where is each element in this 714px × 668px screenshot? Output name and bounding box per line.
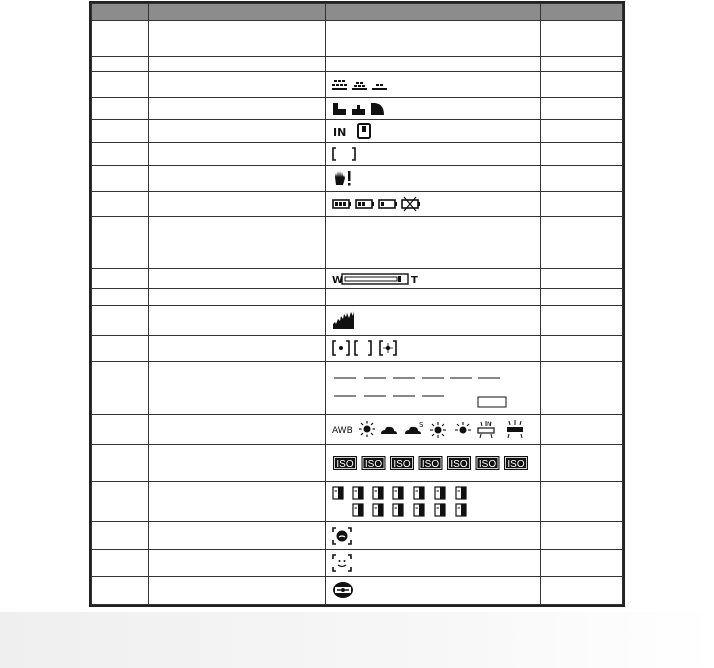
table-row bbox=[92, 289, 623, 306]
table-row bbox=[92, 445, 623, 482]
table-row bbox=[92, 98, 623, 120]
table-row bbox=[92, 142, 623, 165]
table-row bbox=[92, 306, 623, 335]
awb-label: AWB bbox=[332, 426, 353, 437]
storage-internal-label: IN bbox=[333, 126, 347, 140]
iso-badge-label: ISO bbox=[507, 459, 525, 471]
header-cell-4 bbox=[541, 4, 623, 21]
table-row bbox=[92, 57, 623, 72]
zoom-indicator-icon bbox=[332, 272, 422, 286]
table-row bbox=[92, 576, 623, 604]
table-row bbox=[92, 482, 623, 522]
table-row bbox=[92, 522, 623, 549]
ev-step-icon bbox=[456, 504, 466, 516]
histogram-icon bbox=[332, 310, 362, 330]
placeholder-line-icons bbox=[332, 368, 541, 408]
storage-memory-icons bbox=[332, 123, 392, 139]
anti-shake-icon bbox=[332, 581, 358, 599]
ev-step-icon bbox=[393, 487, 403, 499]
iso-icons bbox=[326, 445, 541, 482]
ev-step-icon bbox=[414, 487, 424, 499]
table-row bbox=[92, 361, 623, 414]
iso-badge-label: ISO bbox=[450, 459, 468, 471]
zoom-tele-label: T bbox=[411, 274, 418, 286]
exposure-compensation-icons bbox=[332, 485, 472, 519]
iso-badge-label: ISO bbox=[393, 459, 411, 471]
image-quality-icons bbox=[332, 78, 422, 92]
ev-step-icon bbox=[373, 504, 383, 516]
ev-step-icon bbox=[353, 504, 363, 516]
wb-fluor-n-label: N bbox=[487, 421, 492, 429]
wb-cloudy-s-label: S bbox=[419, 421, 424, 430]
table-row bbox=[92, 191, 623, 216]
table-row bbox=[92, 414, 623, 444]
table-row bbox=[92, 120, 623, 142]
header-cell-1 bbox=[92, 4, 149, 21]
focus-frame-icon bbox=[332, 147, 372, 161]
ev-step-icon bbox=[393, 504, 403, 516]
table-row bbox=[92, 549, 623, 576]
table-header-row bbox=[92, 4, 623, 21]
header-cell-3 bbox=[326, 4, 541, 21]
icon-table bbox=[89, 1, 625, 607]
table-row bbox=[92, 165, 623, 191]
ev-step-icon bbox=[333, 487, 343, 499]
ev-step-icon bbox=[373, 487, 383, 499]
iso-badge-label: ISO bbox=[478, 459, 497, 471]
page-footer-band bbox=[0, 612, 714, 668]
battery-level-icons bbox=[332, 196, 442, 212]
ev-step-icon bbox=[435, 504, 445, 516]
zoom-wide-label: W bbox=[332, 274, 344, 286]
shake-warning-icon bbox=[332, 169, 372, 187]
table-row bbox=[92, 21, 623, 57]
table-row bbox=[92, 335, 623, 361]
iso-badge-label: ISO bbox=[336, 459, 354, 471]
iso-badge-label: ISO bbox=[364, 459, 383, 471]
table-row bbox=[92, 72, 623, 98]
ev-step-icon bbox=[414, 504, 424, 516]
resolution-size-icons bbox=[332, 102, 402, 116]
header-cell-2 bbox=[149, 4, 326, 21]
ev-step-icon bbox=[435, 487, 445, 499]
table-row bbox=[92, 269, 623, 289]
face-detect-icon bbox=[332, 526, 356, 546]
table-row bbox=[92, 216, 623, 268]
white-balance-icons bbox=[332, 419, 537, 439]
ev-step-icon bbox=[456, 487, 466, 499]
metering-mode-icons bbox=[332, 340, 422, 356]
iso-badge-label: ISO bbox=[421, 459, 440, 471]
ev-step-icon bbox=[353, 487, 363, 499]
smile-detect-icon bbox=[332, 553, 356, 573]
